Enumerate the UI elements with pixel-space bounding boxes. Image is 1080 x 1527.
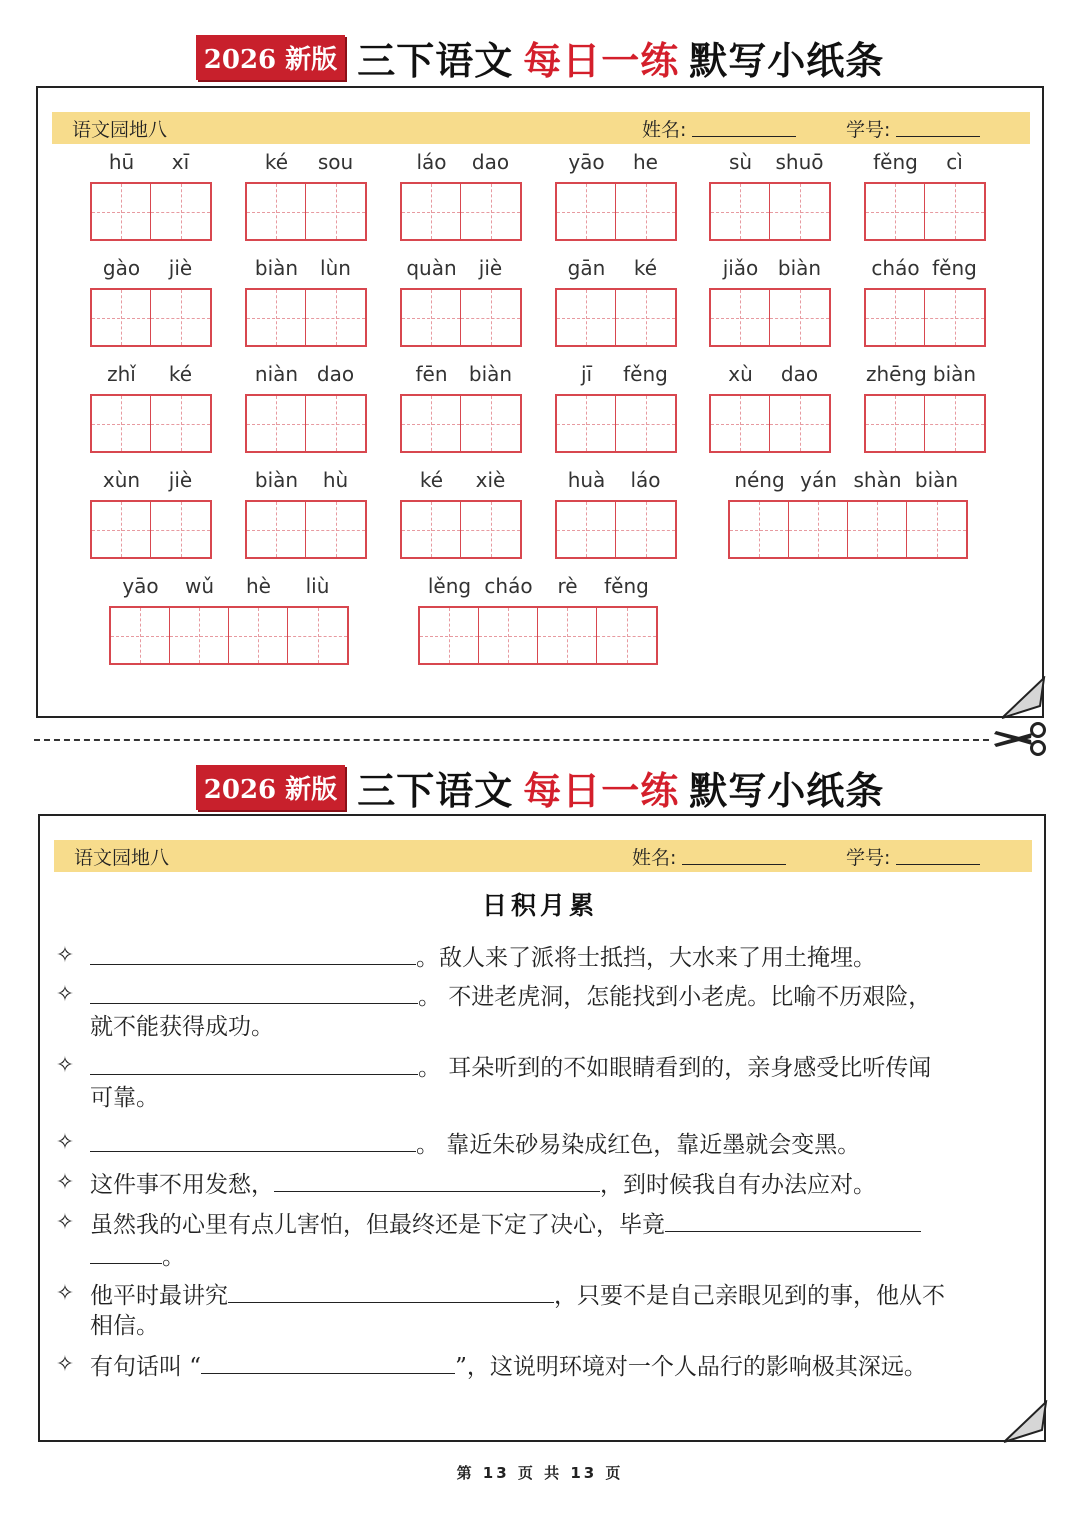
pinyin-syllable: lěng [427,574,472,598]
id-blank-2[interactable] [896,847,980,865]
name-blank-2[interactable] [682,847,786,865]
pinyin-syllable: gào [102,256,141,280]
pinyin-syllable: biàn [254,256,299,280]
exercise-5-after: ，到时候我自有办法应对。 [600,1172,876,1198]
exercise-2-after: 。 不进老虎洞，怎能找到小老虎。比喻不历艰险， [418,984,932,1010]
writing-grid [864,182,986,241]
pinyin-syllable: néng [734,468,785,492]
exercise-3-after: 。 耳朵听到的不如眼睛看到的，亲身感受比听传闻 [418,1055,932,1081]
pinyin-syllable: quàn [406,256,457,280]
writing-grid [245,394,367,453]
pinyin-syllable: sù [728,150,753,174]
pinyin-syllable: biàn [914,468,959,492]
pinyin-syllable: biàn [254,468,299,492]
id-field-2 [846,843,980,870]
pinyin-syllable: he [633,150,658,174]
pinyin-syllable: ké [168,362,193,386]
pinyin-syllable: shuō [775,150,824,174]
tianzige-box[interactable] [461,290,520,345]
writing-grid [864,288,986,347]
tianzige-box[interactable] [306,290,365,345]
star-icon: ✧ [55,943,75,968]
section-title: 日积月累 [481,891,598,920]
pinyin-syllable: jiè [168,468,193,492]
exercise-7-before: 他平时最讲究 [90,1283,228,1309]
tianzige-box[interactable] [925,290,984,345]
pinyin-syllable: jiè [478,256,503,280]
answer-blank-4[interactable] [90,1126,416,1152]
tianzige-box[interactable] [402,502,461,557]
tianzige-box[interactable] [247,396,306,451]
writing-grid [555,394,677,453]
pinyin-syllable: cháo [871,256,920,280]
pinyin-syllable: niàn [254,362,299,386]
exercise-3-cont: 可靠。 [90,1085,159,1111]
tianzige-box[interactable] [616,184,675,239]
tianzige-box[interactable] [420,608,479,663]
exercise-4-after: 。 靠近朱砂易染成红色，靠近墨就会变黑。 [416,1132,861,1158]
pinyin-card [36,86,1044,718]
tianzige-box[interactable] [557,184,616,239]
title-part2-2: 默写小纸条 [689,768,885,813]
title-accent: 每日一练 [523,38,680,83]
writing-grid [245,500,367,559]
top-title-bar [0,30,1080,85]
tianzige-box[interactable] [151,502,210,557]
writing-grid [709,182,831,241]
pinyin-syllable: jiè [168,256,193,280]
tianzige-box[interactable] [151,184,210,239]
edition-tag-2: 2026 新版 [196,765,345,810]
exercise-7-cont: 相信。 [90,1313,159,1339]
tianzige-box[interactable] [770,396,829,451]
tianzige-box[interactable] [770,290,829,345]
writing-grid [728,500,968,559]
tianzige-box[interactable] [247,502,306,557]
pinyin-syllable: wǔ [184,574,215,598]
tianzige-box[interactable] [247,184,306,239]
tianzige-box[interactable] [538,608,597,663]
pinyin-syllable: hù [322,468,349,492]
header-strip-2 [54,840,1032,872]
tianzige-box[interactable] [770,184,829,239]
exercise-6-cont-after: 。 [162,1244,185,1270]
tianzige-box[interactable] [711,396,770,451]
tianzige-box[interactable] [789,502,848,557]
writing-grid [90,394,212,453]
tianzige-box[interactable] [402,184,461,239]
tianzige-box[interactable] [557,396,616,451]
tianzige-box[interactable] [866,184,925,239]
tianzige-box[interactable] [907,502,966,557]
title-part1: 三下语文 [357,38,514,83]
exercise-5-before: 这件事不用发愁， [90,1172,274,1198]
tianzige-box[interactable] [479,608,538,663]
tianzige-box[interactable] [92,502,151,557]
writing-grid [245,182,367,241]
tianzige-box[interactable] [925,396,984,451]
bottom-title-bar [0,760,1080,815]
pinyin-syllable: fěng [873,150,918,174]
pinyin-syllable: zhǐ [107,362,136,386]
writing-grid [864,394,986,453]
name-field [642,115,796,142]
tianzige-box[interactable] [92,184,151,239]
pinyin-syllable: fěng [623,362,668,386]
pinyin-syllable: ké [419,468,444,492]
pinyin-syllable: huà [567,468,606,492]
tianzige-box[interactable] [461,184,520,239]
tianzige-box[interactable] [925,184,984,239]
writing-grid [90,288,212,347]
pinyin-syllable: ké [264,150,289,174]
star-icon: ✧ [55,1130,75,1155]
pinyin-syllable: shàn [853,468,902,492]
star-icon: ✧ [55,1281,75,1306]
pinyin-syllable: fěng [932,256,977,280]
pinyin-syllable: ké [633,256,658,280]
pinyin-syllable: hè [246,574,271,598]
tianzige-box[interactable] [616,396,675,451]
writing-grid [418,606,658,665]
pinyin-syllable: xī [171,150,190,174]
tianzige-box[interactable] [306,396,365,451]
title-part1-2: 三下语文 [357,768,514,813]
tianzige-box[interactable] [247,290,306,345]
tianzige-box[interactable] [402,290,461,345]
pinyin-syllable: dao [780,362,819,386]
writing-grid [109,606,349,665]
tianzige-box[interactable] [557,502,616,557]
name-label-2: 姓名: [632,846,677,869]
tianzige-box[interactable] [92,396,151,451]
pinyin-syllable: zhēng [866,362,927,386]
writing-grid [555,500,677,559]
writing-grid [709,288,831,347]
page-fold-icon [1000,676,1046,720]
section-label-2: 语文园地八 [74,846,170,869]
tianzige-box[interactable] [229,608,288,663]
pinyin-syllable: cháo [484,574,533,598]
tianzige-box[interactable] [402,396,461,451]
answer-blank-6-cont[interactable] [90,1238,162,1264]
tianzige-box[interactable] [288,608,347,663]
star-icon: ✧ [55,1352,75,1377]
pinyin-syllable: biàn [468,362,513,386]
exercise-8-after: ”，这说明环境对一个人品行的影响极其深远。 [455,1354,927,1380]
star-icon: ✧ [55,982,75,1007]
name-blank[interactable] [692,119,796,137]
answer-blank-1[interactable] [90,939,416,965]
pinyin-syllable: yāo [568,150,605,174]
tianzige-box[interactable] [461,396,520,451]
pinyin-syllable: biàn [932,362,977,386]
writing-grid [555,182,677,241]
writing-grid [555,288,677,347]
pinyin-syllable: rè [557,574,578,598]
tianzige-box[interactable] [170,608,229,663]
pinyin-syllable: yāo [122,574,159,598]
tianzige-box[interactable] [306,184,365,239]
tianzige-box[interactable] [616,502,675,557]
pinyin-syllable: xùn [102,468,141,492]
section-label: 语文园地八 [72,118,168,141]
answer-blank-2[interactable] [90,978,418,1004]
writing-grid [90,182,212,241]
name-field-2 [632,843,786,870]
exercise-7-after: ，只要不是自己亲眼见到的事，他从不 [554,1283,945,1309]
pinyin-syllable: xiè [475,468,506,492]
tianzige-box[interactable] [711,184,770,239]
answer-blank-7[interactable] [228,1277,554,1303]
tianzige-box[interactable] [306,502,365,557]
pinyin-syllable: jiǎo [722,256,759,280]
star-icon: ✧ [55,1170,75,1195]
answer-blank-6[interactable] [665,1206,921,1232]
id-label-2: 学号: [846,846,891,869]
pinyin-syllable: lùn [320,256,351,280]
pinyin-syllable: yán [800,468,837,492]
tianzige-box[interactable] [848,502,907,557]
pinyin-syllable: fěng [604,574,649,598]
pinyin-syllable: gān [567,256,606,280]
tianzige-box[interactable] [866,290,925,345]
answer-blank-3[interactable] [90,1049,418,1075]
pinyin-syllable: láo [630,468,661,492]
tianzige-box[interactable] [461,502,520,557]
tianzige-box[interactable] [111,608,170,663]
star-icon: ✧ [55,1053,75,1078]
pinyin-syllable: cì [946,150,963,174]
tianzige-box[interactable] [597,608,656,663]
writing-grid [90,500,212,559]
writing-grid [400,500,522,559]
pinyin-syllable: jī [580,362,593,386]
cut-line [34,739,989,741]
answer-blank-5[interactable] [274,1166,600,1192]
pinyin-syllable: fēn [415,362,448,386]
id-blank[interactable] [896,119,980,137]
id-label: 学号: [846,118,891,141]
pinyin-syllable: xù [728,362,753,386]
title-accent-2: 每日一练 [523,768,680,813]
tianzige-box[interactable] [92,290,151,345]
tianzige-box[interactable] [151,396,210,451]
exercise-6-before: 虽然我的心里有点儿害怕，但最终还是下定了决心，毕竟 [90,1212,665,1238]
pinyin-syllable: liù [305,574,330,598]
scissors-icon [990,722,1052,756]
star-icon: ✧ [55,1210,75,1235]
pinyin-syllable: dao [316,362,355,386]
name-label: 姓名: [642,118,687,141]
title-part2: 默写小纸条 [689,38,885,83]
exercise-8-before: 有句话叫 “ [90,1354,202,1380]
tianzige-box[interactable] [557,290,616,345]
answer-blank-8[interactable] [201,1348,455,1374]
tianzige-box[interactable] [730,502,789,557]
writing-grid [400,394,522,453]
edition-tag: 2026 新版 [196,35,345,80]
pinyin-syllable: dao [471,150,510,174]
tianzige-box[interactable] [866,396,925,451]
tianzige-box[interactable] [616,290,675,345]
writing-grid [400,182,522,241]
pinyin-syllable: hū [108,150,135,174]
exercise-1-after: 。敌人来了派将士抵挡，大水来了用土掩埋。 [416,945,876,971]
pinyin-syllable: sou [317,150,354,174]
tianzige-box[interactable] [151,290,210,345]
page-fold-icon-2 [1002,1400,1048,1444]
header-strip [52,112,1030,144]
tianzige-box[interactable] [711,290,770,345]
exercise-2-cont: 就不能获得成功。 [90,1014,274,1040]
writing-grid [245,288,367,347]
writing-grid [709,394,831,453]
page-footer: 第 13 页 共 13 页 [456,1464,624,1482]
writing-grid [400,288,522,347]
id-field [846,115,980,142]
pinyin-syllable: biàn [777,256,822,280]
pinyin-syllable: láo [416,150,447,174]
